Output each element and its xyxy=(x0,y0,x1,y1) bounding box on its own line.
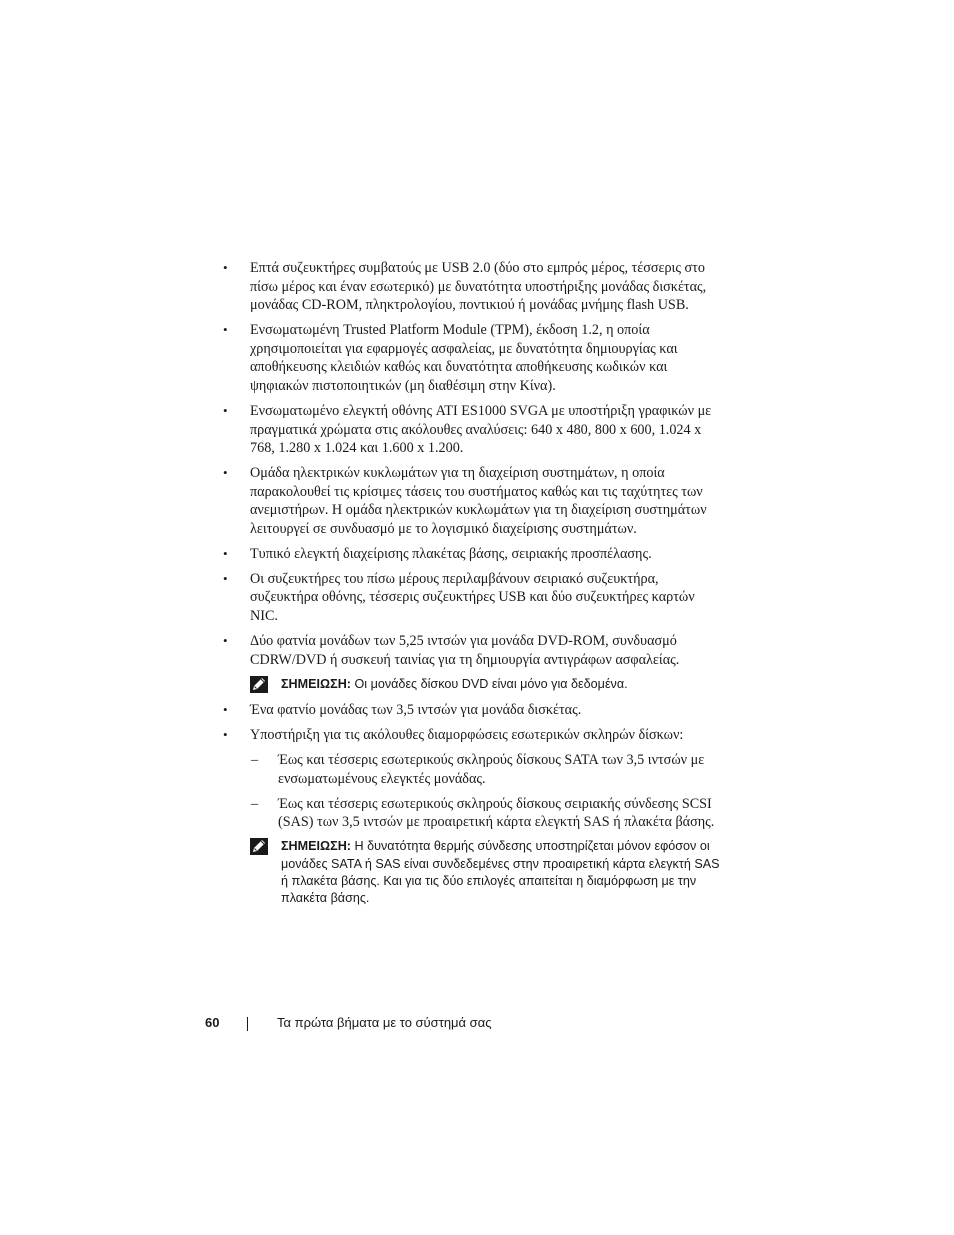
page-content xyxy=(222,259,722,916)
list-item xyxy=(222,464,722,538)
note-dvd xyxy=(222,676,722,693)
page-number: 60 xyxy=(205,1015,220,1030)
list-item-text: Ομάδα ηλεκτρικών κυκλωμάτων για τη διαχείριση συστημάτων, η οποία παρακολουθεί τις κρίσιμες τάσεις του συστήματος καθώς και τις ταχύτητες των ανεμιστήρων. Η ομάδα ηλεκτρικών κυκλωμάτων για τη διαχείριση συστημάτων λειτουργεί σε συνδυασμό με το λογισμικό διαχείρισης συστημάτων. xyxy=(250,465,707,537)
bullet-mark: • xyxy=(223,322,228,338)
list-item-text: Ενσωματωμένη Trusted Platform Module (TPM), έκδοση 1.2, η οποία χρησιμοποιείται για εφαρμογές ασφαλείας, με δυνατότητα δημιουργίας και αποθήκευσης κλειδιών καθώς και δυνατότητα αποθήκευσης κωδικών και ψηφιακών πιστοποιητικών (μη διαθέσιμη στην Κίνα). xyxy=(250,322,678,394)
list-item-text: Ενσωματωμένο ελεγκτή οθόνης ATI ES1000 SVGA με υποστήριξη γραφικών με πραγματικά χρώματα στις ακόλουθες αναλύσεις: 640 x 480, 800 x 600, 1.024 x 768, 1.280 x 1.024 και 1.600 x 1.200. xyxy=(250,402,712,457)
note-text: Οι μονάδες δίσκου DVD είναι μόνο για δεδομένα. xyxy=(354,676,628,691)
pencil-note-icon xyxy=(250,838,268,855)
sub-list-item xyxy=(222,751,722,788)
dash-mark: – xyxy=(251,751,259,768)
list-item-text: Υποστήριξη για τις ακόλουθες διαμορφώσεις εσωτερικών σκληρών δίσκων: xyxy=(250,727,684,743)
list-item xyxy=(222,570,722,626)
list-item xyxy=(222,726,722,745)
note-label: ΣΗΜΕΙΩΣΗ: xyxy=(281,676,351,691)
bullet-mark: • xyxy=(223,727,228,742)
list-item xyxy=(222,632,722,669)
sub-list-item-text: Έως και τέσσερις εσωτερικούς σκληρούς δίσκους SATA των 3,5 ιντσών με ενσωματωμένους ελεγκτές μονάδας. xyxy=(278,751,705,787)
sub-list-item-text: Έως και τέσσερις εσωτερικούς σκληρούς δίσκους σειριακής σύνδεσης SCSI (SAS) των 3,5 ιντσών με προαιρετική κάρτα ελεγκτή SAS ή πλακέτα βάσης. xyxy=(278,795,715,831)
list-item xyxy=(222,545,722,564)
bullet-mark: • xyxy=(223,545,228,561)
list-item xyxy=(222,701,722,720)
list-item-text: Επτά συζευκτήρες συμβατούς με USB 2.0 (δύο στο εμπρός μέρος, τέσσερις στο πίσω μέρος και έναν εσωτερικό) με δυνατότητα υποστήριξης μονάδας δισκέτας, μονάδας CD-ROM, πληκτρολογίου, ποντικιού ή μονάδας μνήμης flash USB. xyxy=(250,260,707,314)
list-item-text: Τυπικό ελεγκτή διαχείρισης πλακέτας βάσης, σειριακής προσπέλασης. xyxy=(250,545,652,562)
bullet-mark: • xyxy=(223,702,228,718)
bullet-mark: • xyxy=(223,465,228,481)
note-hot-swap xyxy=(222,838,722,908)
sub-list-item xyxy=(222,795,722,832)
note-label: ΣΗΜΕΙΩΣΗ: xyxy=(281,839,351,854)
bullet-mark: • xyxy=(223,402,228,418)
pencil-note-icon xyxy=(250,676,268,693)
list-item xyxy=(222,402,722,458)
bullet-mark: • xyxy=(223,633,228,649)
bullet-mark: • xyxy=(223,260,228,275)
list-item-text: Δύο φατνία μονάδων των 5,25 ιντσών για μονάδα DVD-ROM, συνδυασμό CDRW/DVD ή συσκευή ταινίας για τη δημιουργία αντιγράφων ασφαλείας. xyxy=(250,633,680,668)
dash-mark: – xyxy=(251,795,259,812)
chapter-title: Τα πρώτα βήματα με το σύστημά σας xyxy=(277,1015,492,1030)
bullet-mark: • xyxy=(223,570,228,586)
list-item xyxy=(222,321,722,395)
footer-separator xyxy=(247,1017,248,1031)
note-text: Η δυνατότητα θερμής σύνδεσης υποστηρίζεται μόνον εφόσον οι μονάδες SATA ή SAS είναι συνδεδεμένες στην προαιρετική κάρτα ελεγκτή SAS ή πλακέτα βάσης. Και για τις δύο επιλογές απαιτείται η διαμόρφωση με την πλακέτα βάσης. xyxy=(281,839,720,906)
list-item xyxy=(222,259,722,315)
list-item-text: Οι συζευκτήρες του πίσω μέρους περιλαμβάνουν σειριακό συζευκτήρα, συζευκτήρα οθόνης, τέσσερις συζευκτήρες USB και δύο συζευκτήρες καρτών NIC. xyxy=(250,570,695,625)
list-item-text: Ένα φατνίο μονάδας των 3,5 ιντσών για μονάδα δισκέτας. xyxy=(250,702,582,719)
